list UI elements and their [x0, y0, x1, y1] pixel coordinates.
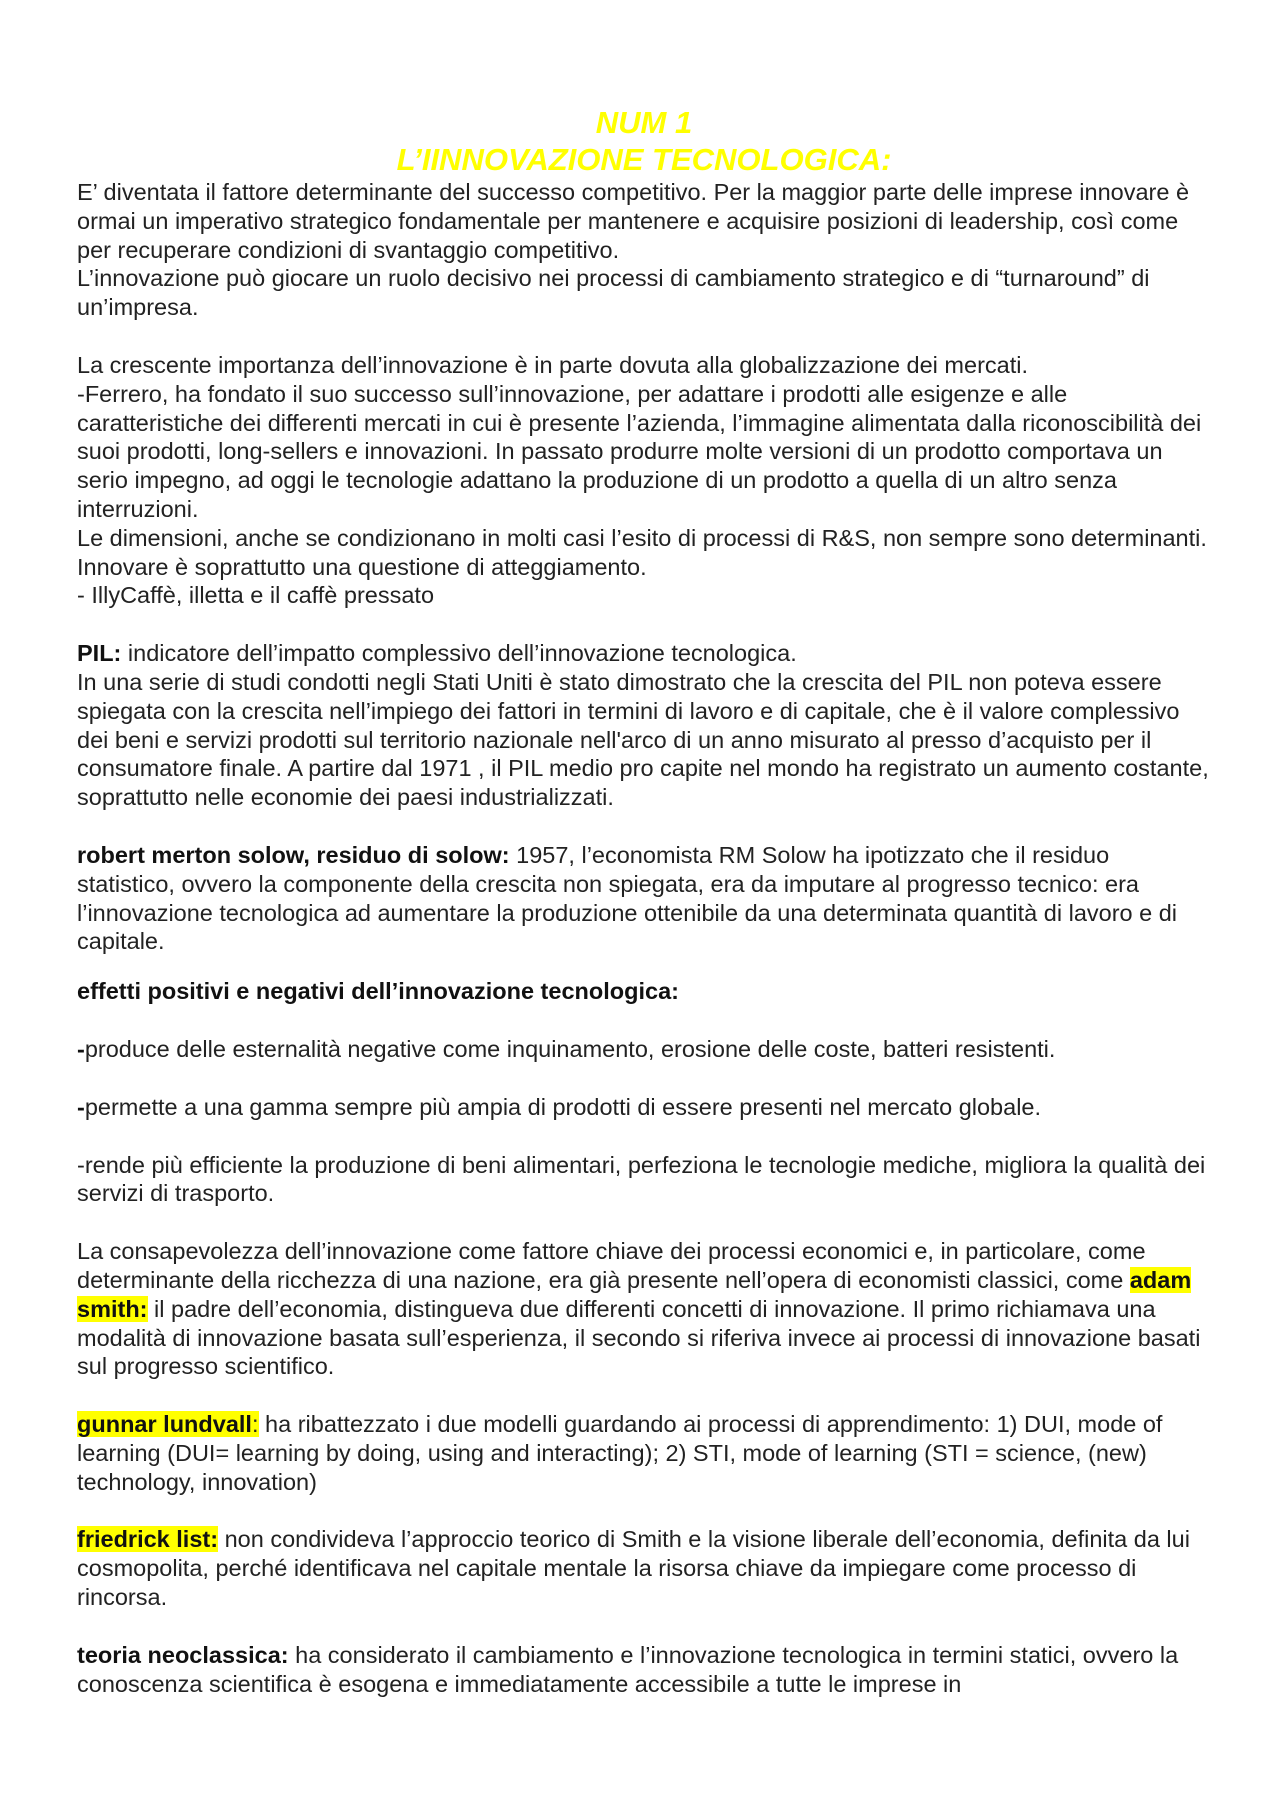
- dimensions-paragraph: Le dimensioni, anche se condizionano in molti casi l’esito di processi di R&S, non sempre sono determinanti. Innovare è soprattutto una questione di atteggiamento.: [77, 524, 1207, 580]
- lundvall-paragraph: gunnar lundvall: ha ribattezzato i due modelli guardando ai processi di apprendimento: 1) DUI, mode of learning (DUI= learning by doing, using and interacting); 2) STI, mode of learning (STI = science, (new) technology, innovation): [77, 1411, 1163, 1495]
- lundvall-highlight: gunnar lundvall: [77, 1411, 252, 1438]
- adam-smith-highlight: adam smith:: [77, 1266, 1192, 1322]
- solow-term: robert merton solow, residuo di solow:: [77, 841, 510, 868]
- ferrero-paragraph: -Ferrero, ha fondato il suo successo sull’innovazione, per adattare i prodotti alle esigenze e alle caratteristiche dei differenti mercati in cui è presente l’azienda, l’immagine alimentata dalla riconoscibilità dei suoi prodotti, long-sellers e innovazioni. In passato produrre molte versioni di un prodotto comportava un serio impegno, ad oggi le tecnologie adattano la produzione di un prodotto a quella di un altro senza interruzioni.: [77, 380, 1202, 522]
- document-page: [77, 104, 1211, 1698]
- intro-paragraph-1: E’ diventata il fattore determinante del successo competitivo. Per la maggior parte delle imprese innovare è ormai un imperativo strategico fondamentale per mantenere e acquisire posizioni di leadership, così come per recuperare condizioni di svantaggio competitivo.: [77, 179, 1190, 263]
- effects-heading: effetti positivi e negativi dell’innovazione tecnologica:: [77, 978, 679, 1005]
- title-line-2: L’IINNOVAZIONE TECNOLOGICA:: [396, 142, 892, 177]
- effects-item-1: -produce delle esternalità negative come inquinamento, erosione delle coste, batteri resistenti.: [77, 1035, 1056, 1062]
- illycaffe-line: - IllyCaffè, illetta e il caffè pressato: [77, 582, 435, 609]
- globalization-paragraph: La crescente importanza dell’innovazione è in parte dovuta alla globalizzazione dei mercati.: [77, 351, 1029, 378]
- title-line-1: NUM 1: [595, 105, 693, 140]
- solow-paragraph: [77, 841, 1211, 956]
- intro-paragraph-2: L’innovazione può giocare un ruolo decisivo nei processi di cambiamento strategico e di “turnaround” di un’impresa.: [77, 265, 1150, 321]
- effects-item-3: -rende più efficiente la produzione di beni alimentari, perfeziona le tecnologie mediche, migliora la qualità dei servizi di trasporto.: [77, 1151, 1206, 1207]
- list-highlight: friedrick list:: [77, 1526, 219, 1553]
- pil-term: PIL:: [77, 640, 122, 667]
- list-paragraph: friedrick list: non condivideva l’approccio teorico di Smith e la visione liberale dell’economia, definita da lui cosmopolita, perché identificava nel capitale mentale la risorsa chiave da impiegare come processo di rincorsa.: [77, 1526, 1190, 1611]
- pil-studies-paragraph: In una serie di studi condotti negli Stati Uniti è stato dimostrato che la crescita del PIL non poteva essere spiegata con la crescita nell’impiego dei fattori in termini di lavoro e di capitale, che è il valore complessivo dei beni e servizi prodotti sul territorio nazionale nell'arco di un anno misurato al presso d’acquisto per il consumatore finale. A partire dal 1971 , il PIL medio pro capite nel mondo ha registrato un aumento costante, soprattutto nelle economie dei paesi industrializzati.: [77, 668, 1209, 811]
- solow-text: 1957, l’economista RM Solow ha ipotizzato che il residuo statistico, ovvero la componente della crescita non spiegata, era da imputare al progresso tecnico: era l’innovazione tecnologica ad aumentare la produzione ottenibile da una determinata quantità di lavoro e di capitale.: [77, 841, 1178, 955]
- pil-paragraph: [77, 639, 1211, 668]
- pil-definition: indicatore dell’impatto complessivo dell’innovazione tecnologica.: [121, 640, 797, 667]
- neoclassica-paragraph: teoria neoclassica: ha considerato il cambiamento e l’innovazione tecnologica in termini statici, ovvero la conoscenza scientifica è esogena e immediatamente accessibile a tutte le imprese in: [77, 1641, 1179, 1697]
- smith-paragraph: La consapevolezza dell’innovazione come fattore chiave dei processi economici e, in particolare, come determinante della ricchezza di una nazione, era già presente nell’opera di economisti classici, come adam smith: il padre dell’economia, distingueva due differenti concetti di innovazione. Il primo richiamava una modalità di innovazione basata sull’esperienza, il secondo si riferiva invece ai processi di innovazione basati sul progresso scientifico.: [77, 1238, 1201, 1380]
- neoclassica-term: teoria neoclassica:: [77, 1641, 289, 1668]
- effects-item-2: -permette a una gamma sempre più ampia di prodotti di essere presenti nel mercato globale.: [77, 1093, 1042, 1120]
